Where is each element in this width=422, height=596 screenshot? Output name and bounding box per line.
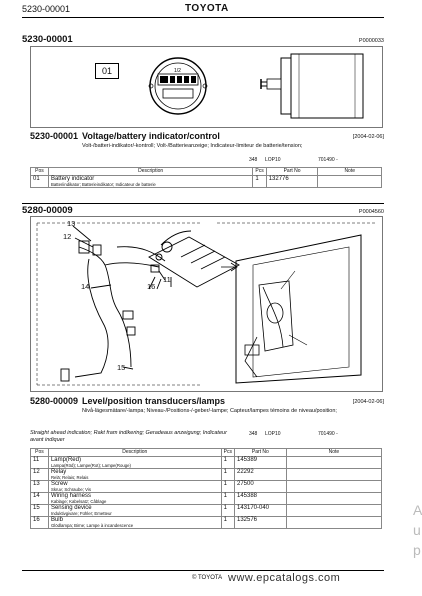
section-title-code: 5280-00009 xyxy=(30,396,79,406)
battery-indicator-drawing xyxy=(131,49,371,125)
callout-16: 16 xyxy=(147,282,156,291)
row-description xyxy=(48,517,221,529)
copyright: © TOYOTA xyxy=(192,575,223,581)
callout-13: 13 xyxy=(67,219,76,228)
brand-name: TOYOTA xyxy=(185,3,229,14)
row-desc-main: Battery indicator xyxy=(50,176,95,182)
row-description xyxy=(48,176,252,188)
row-desc-sub: Batteriindikator; Batterieindikator; Indicateur de batterie xyxy=(50,182,156,187)
row-desc-main: Bulb xyxy=(50,517,63,523)
row-pcs: 1 xyxy=(253,176,266,188)
illustration-frame xyxy=(30,216,383,392)
svg-text:1/2: 1/2 xyxy=(174,68,181,74)
row-desc-main: Screw xyxy=(50,481,68,487)
row-description xyxy=(48,457,221,469)
edge-fragment: A xyxy=(413,502,422,518)
row-pos: 13 xyxy=(31,481,49,493)
col-part-no: Part No xyxy=(266,168,318,176)
row-description xyxy=(48,469,221,481)
row-desc-main: Relay xyxy=(50,469,67,475)
row-note xyxy=(318,176,382,188)
callout-15: 15 xyxy=(117,363,126,372)
table-row xyxy=(31,469,382,481)
col-part-no: Part No xyxy=(234,449,286,457)
row-part-no: 145388 xyxy=(234,493,286,505)
section-title-code: 5230-00001 xyxy=(30,131,79,141)
table-row xyxy=(31,493,382,505)
illustration-frame xyxy=(30,46,383,128)
col-pos: Pos xyxy=(31,168,49,176)
row-pcs: 1 xyxy=(221,505,234,517)
row-pos: 16 xyxy=(31,517,49,529)
col-note: Note xyxy=(318,168,382,176)
row-pcs: 1 xyxy=(221,481,234,493)
row-pcs: 1 xyxy=(221,457,234,469)
row-desc-main: Sensing device xyxy=(50,505,92,511)
col-info-model: LOP10 xyxy=(265,431,281,437)
parts-table xyxy=(30,448,382,529)
callout-14: 14 xyxy=(81,282,90,291)
parts-table xyxy=(30,167,382,188)
section-title: Level/position transducers/lamps xyxy=(82,396,226,406)
row-note xyxy=(286,481,381,493)
section-rule xyxy=(22,203,384,204)
row-pcs: 1 xyxy=(221,493,234,505)
document-code: 5230-00001 xyxy=(22,4,71,14)
row-note xyxy=(286,517,381,529)
row-note xyxy=(286,457,381,469)
col-info-serial: 348 xyxy=(249,431,258,437)
col-pcs: Pcs xyxy=(221,449,234,457)
row-desc-sub: Relä; Relais; Relais xyxy=(50,475,89,480)
row-pos: 15 xyxy=(31,505,49,517)
row-pcs: 1 xyxy=(221,469,234,481)
row-part-no: 27500 xyxy=(234,481,286,493)
col-pos: Pos xyxy=(31,449,49,457)
row-pos: 12 xyxy=(31,469,49,481)
row-desc-main: Wiring harness xyxy=(50,493,91,499)
row-desc-sub: Skruv; Schraube; Vis xyxy=(50,487,91,492)
row-pcs: 1 xyxy=(221,517,234,529)
row-desc-main: Lamp(Red) xyxy=(50,457,81,463)
col-info-model: LOP10 xyxy=(265,157,281,163)
illustration-ref: P0000033 xyxy=(358,38,384,44)
note-row: Straight ahead indication; Rakt fram indikering; Geradeaus anzeigung; Indicateur avant indiquer xyxy=(30,430,227,443)
row-part-no: 145389 xyxy=(234,457,286,469)
table-header-row xyxy=(31,449,382,457)
table-row xyxy=(31,457,382,469)
table-row xyxy=(31,481,382,493)
col-pcs: Pcs xyxy=(253,168,266,176)
edge-fragment: u xyxy=(413,522,421,538)
section-date: [2004-02-06] xyxy=(352,134,384,140)
row-part-no: 143170-040 xyxy=(234,505,286,517)
callout-box: 01 xyxy=(95,63,119,79)
edge-fragment: p xyxy=(413,542,421,558)
footer-rule xyxy=(22,570,384,571)
col-info-range: 701490 - xyxy=(318,157,338,163)
row-desc-sub: Kablage; Kabelsatz; Câblage xyxy=(50,499,107,504)
row-note xyxy=(286,493,381,505)
row-description xyxy=(48,481,221,493)
table-row xyxy=(31,505,382,517)
callout-11: 11 xyxy=(163,275,171,284)
row-pos: 14 xyxy=(31,493,49,505)
row-note xyxy=(286,505,381,517)
row-note xyxy=(286,469,381,481)
col-info-range: 701490 - xyxy=(318,431,338,437)
col-description: Description xyxy=(48,449,221,457)
row-pos: 01 xyxy=(31,176,49,188)
illustration-ref: P0004560 xyxy=(358,209,384,215)
header-rule xyxy=(22,17,384,18)
row-desc-sub: Lampa(Röd); Lampe(Rot); Lampe(Rouge) xyxy=(50,463,131,468)
table-row xyxy=(31,176,382,188)
col-note: Note xyxy=(286,449,381,457)
section-date: [2004-02-06] xyxy=(352,399,384,405)
table-header-row xyxy=(31,168,382,176)
section-subtitle: Volt-/batteri-indikator/-kontroll; Volt-/Batterieanzeige; Indicateur-limiteur de batterie/tension; xyxy=(82,143,303,149)
row-pos: 11 xyxy=(31,457,49,469)
level-transducer-drawing xyxy=(31,217,382,391)
row-desc-sub: Glödlampa; Birne; Lampe à incandescence xyxy=(50,523,134,528)
callout-12: 12 xyxy=(63,232,72,241)
row-desc-sub: Induktivgivare; Fühler; Emetteur xyxy=(50,511,112,516)
row-description xyxy=(48,505,221,517)
row-part-no: 22292 xyxy=(234,469,286,481)
table-row xyxy=(31,517,382,529)
section-title: Voltage/battery indicator/control xyxy=(82,131,220,141)
watermark-link[interactable]: www.epcatalogs.com xyxy=(228,572,341,584)
row-part-no: 132776 xyxy=(266,176,318,188)
row-part-no: 132576 xyxy=(234,517,286,529)
section-code: 5230-00001 xyxy=(22,34,73,45)
row-description xyxy=(48,493,221,505)
section-code: 5280-00009 xyxy=(22,205,73,216)
col-description: Description xyxy=(48,168,252,176)
col-info-serial: 348 xyxy=(249,157,258,163)
section-subtitle: Nivå-lägesmätare/-lampa; Niveau-/Positions-/-geber/-lampe; Capteur/lampes témoins de niveau/position; xyxy=(82,408,337,414)
